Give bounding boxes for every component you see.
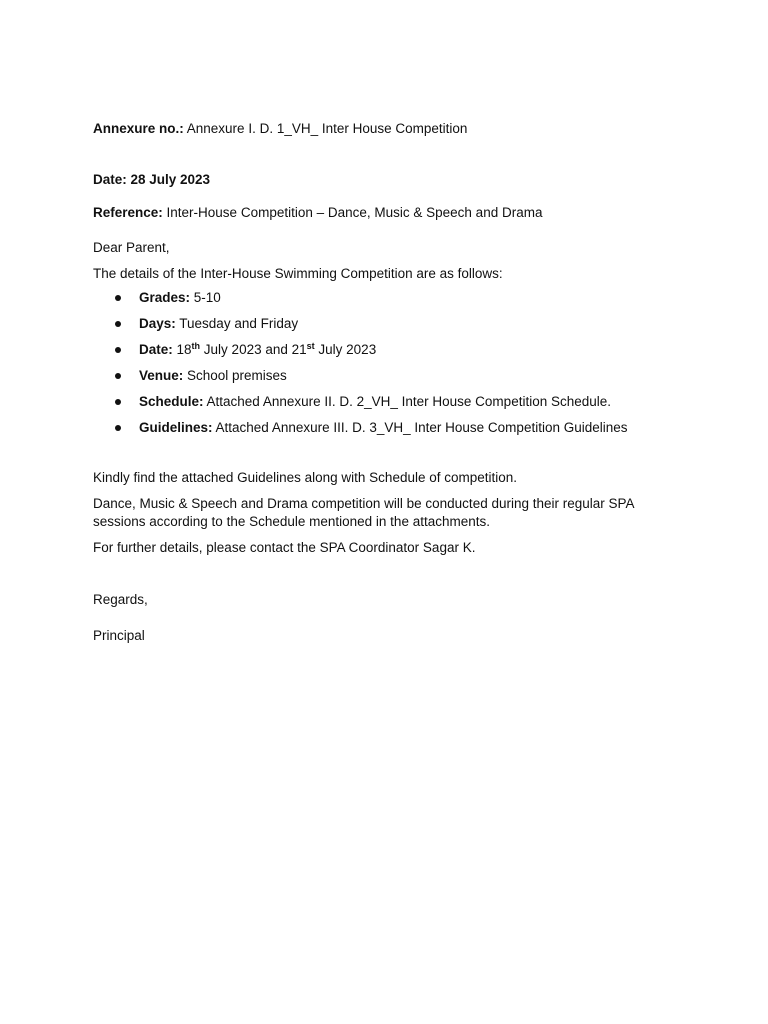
- paragraph-attachments: Kindly find the attached Guidelines along with Schedule of competition.: [93, 470, 518, 485]
- date-line: [93, 172, 210, 188]
- bullet-icon: [115, 425, 121, 431]
- days-item: [139, 316, 298, 332]
- days-value: Tuesday and Friday: [175, 316, 299, 331]
- grades-label: Grades:: [139, 290, 191, 305]
- bullet-icon: [115, 399, 121, 405]
- dates-item: [139, 342, 376, 358]
- guidelines-value: Attached Annexure III. D. 3_VH_ Inter House Competition Guidelines: [212, 420, 628, 435]
- date-text: Date: 28 July 2023: [93, 172, 211, 187]
- schedule-value: Attached Annexure II. D. 2_VH_ Inter House Competition Schedule.: [203, 394, 612, 409]
- grades-value: 5-10: [190, 290, 221, 305]
- venue-item: [139, 368, 287, 384]
- dates-middle: July 2023 and 21: [200, 342, 307, 357]
- venue-value: School premises: [183, 368, 287, 383]
- intro-text: The details of the Inter-House Swimming Competition are as follows:: [93, 266, 503, 281]
- bullet-icon: [115, 295, 121, 301]
- dates-day1: 18: [172, 342, 192, 357]
- schedule-label: Schedule:: [139, 394, 204, 409]
- guidelines-item: [139, 420, 628, 436]
- guidelines-label: Guidelines:: [139, 420, 213, 435]
- bullet-icon: [115, 321, 121, 327]
- dates-end: July 2023: [314, 342, 377, 357]
- reference-value: Inter-House Competition – Dance, Music & Speech and Drama: [162, 205, 543, 220]
- schedule-item: [139, 394, 611, 410]
- dates-day2-suffix: st: [306, 341, 315, 351]
- paragraph-contact: For further details, please contact the SPA Coordinator Sagar K.: [93, 540, 476, 555]
- bullet-icon: [115, 373, 121, 379]
- grades-item: [139, 290, 221, 306]
- bullet-icon: [115, 347, 121, 353]
- dates-label: Date:: [139, 342, 173, 357]
- reference-label: Reference:: [93, 205, 163, 220]
- greeting: Dear Parent,: [93, 240, 170, 255]
- venue-label: Venue:: [139, 368, 184, 383]
- annexure-label: Annexure no.:: [93, 121, 184, 136]
- days-label: Days:: [139, 316, 176, 331]
- dates-day1-suffix: th: [191, 341, 201, 351]
- paragraph-competition: Dance, Music & Speech and Drama competition will be conducted during their regular SPA sessions according to the Schedule mentioned in the attachments.: [93, 496, 634, 529]
- annexure-value: Annexure I. D. 1_VH_ Inter House Competition: [183, 121, 468, 136]
- reference-line: [93, 205, 542, 221]
- annexure-line: [93, 121, 467, 137]
- signature: Principal: [93, 628, 145, 643]
- closing: Regards,: [93, 592, 148, 607]
